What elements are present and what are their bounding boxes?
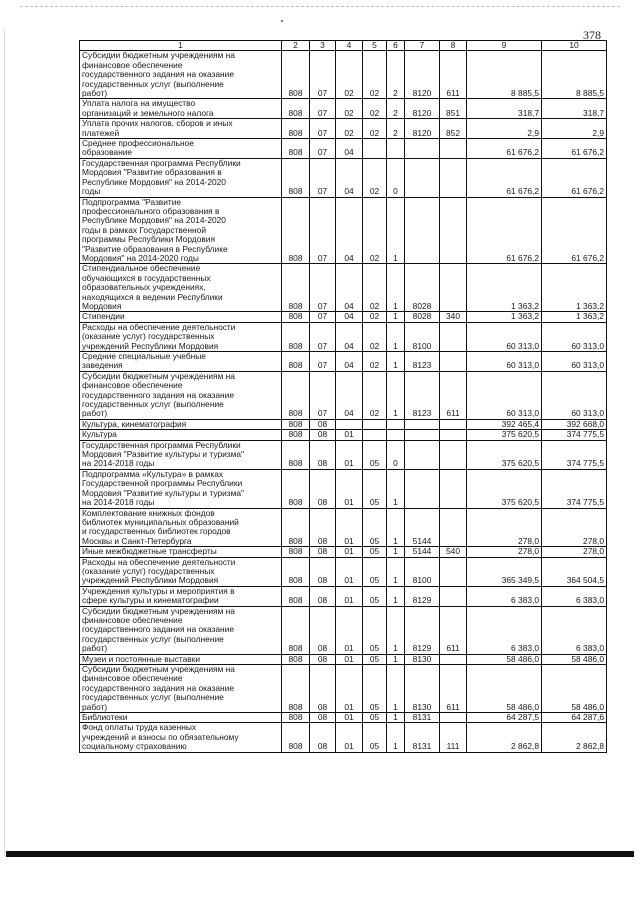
row-value-cell: 05	[363, 665, 387, 713]
row-value-cell	[405, 158, 440, 197]
row-value-cell	[440, 557, 467, 586]
row-value-cell: 08	[310, 665, 336, 713]
row-value-cell	[440, 419, 467, 429]
row-value-cell: 58 486,0	[467, 654, 542, 664]
row-value-cell: 364 504,5	[542, 557, 607, 586]
row-value-cell: 02	[363, 322, 387, 351]
column-header: 8	[440, 41, 467, 51]
row-name-cell: Стипендии	[80, 312, 282, 322]
row-value-cell	[363, 139, 387, 159]
row-value-cell: 01	[336, 606, 363, 654]
row-value-cell: 07	[310, 139, 336, 159]
row-value-cell: 08	[310, 606, 336, 654]
row-value-cell: 1	[387, 654, 405, 664]
row-value-cell: 07	[310, 371, 336, 419]
row-value-cell: 8 885,5	[467, 51, 542, 99]
row-value-cell: 64 287,5	[467, 713, 542, 723]
row-name-cell: Культура, кинематография	[80, 419, 282, 429]
row-name-cell: Субсидии бюджетным учреждениям на финансовое обеспечение государственного задания на оказание государственных услуг (выполнение работ)	[80, 606, 282, 654]
row-value-cell	[405, 469, 440, 508]
row-value-cell: 808	[282, 557, 310, 586]
row-value-cell: 05	[363, 654, 387, 664]
table-row	[80, 99, 607, 119]
row-value-cell: 07	[310, 51, 336, 99]
row-value-cell: 808	[282, 547, 310, 557]
row-value-cell: 02	[336, 51, 363, 99]
row-value-cell: 02	[363, 119, 387, 139]
row-value-cell: 374 775,5	[542, 430, 607, 440]
row-name-cell: Стипендиальное обеспечение обучающихся в государственных образовательных учреждениях, находящихся в ведении Республики Мордовия	[80, 264, 282, 312]
row-value-cell	[405, 197, 440, 264]
row-value-cell: 808	[282, 139, 310, 159]
row-value-cell: 2,9	[542, 119, 607, 139]
row-value-cell: 392 668,0	[542, 419, 607, 429]
row-value-cell	[387, 430, 405, 440]
row-value-cell: 01	[336, 723, 363, 752]
row-value-cell: 2 862,8	[542, 723, 607, 752]
row-name-cell: Государственная программа Республики Мордовия "Развитие образования в Республике Мордовия" на 2014-2020 годы	[80, 158, 282, 197]
row-value-cell: 04	[336, 322, 363, 351]
row-value-cell	[440, 654, 467, 664]
row-value-cell	[440, 352, 467, 372]
row-value-cell: 8100	[405, 322, 440, 351]
row-value-cell: 1	[387, 322, 405, 351]
row-name-cell: Комплектование книжных фондов библиотек муниципальных образований и государственных библиотек городов Москвы и Санкт-Петербурга	[80, 508, 282, 547]
row-value-cell: 6 383,0	[542, 606, 607, 654]
column-header: 5	[363, 41, 387, 51]
row-value-cell: 8100	[405, 557, 440, 586]
row-value-cell: 808	[282, 586, 310, 606]
row-value-cell: 08	[310, 508, 336, 547]
row-value-cell: 05	[363, 713, 387, 723]
row-value-cell: 374 775,5	[542, 440, 607, 469]
row-value-cell	[440, 430, 467, 440]
row-value-cell: 04	[336, 139, 363, 159]
table-row	[80, 606, 607, 654]
row-value-cell: 08	[310, 713, 336, 723]
row-value-cell: 04	[336, 158, 363, 197]
row-value-cell: 07	[310, 119, 336, 139]
row-value-cell: 392 465,4	[467, 419, 542, 429]
row-value-cell: 05	[363, 723, 387, 752]
row-value-cell: 8129	[405, 606, 440, 654]
row-name-cell: Культура	[80, 430, 282, 440]
row-value-cell	[440, 508, 467, 547]
table-row	[80, 352, 607, 372]
table-row	[80, 264, 607, 312]
row-name-cell: Государственная программа Республики Мордовия "Развитие культуры и туризма" на 2014-2018 годы	[80, 440, 282, 469]
row-value-cell: 04	[336, 197, 363, 264]
row-value-cell: 8120	[405, 119, 440, 139]
row-name-cell: Средние специальные учебные заведения	[80, 352, 282, 372]
scan-dot	[281, 20, 283, 22]
row-value-cell: 08	[310, 419, 336, 429]
row-value-cell: 6 383,0	[467, 586, 542, 606]
row-value-cell: 611	[440, 51, 467, 99]
row-value-cell: 61 676,2	[467, 197, 542, 264]
row-value-cell: 1	[387, 469, 405, 508]
row-value-cell: 01	[336, 440, 363, 469]
row-value-cell: 340	[440, 312, 467, 322]
row-value-cell: 852	[440, 119, 467, 139]
row-value-cell: 318,7	[542, 99, 607, 119]
row-value-cell: 1	[387, 606, 405, 654]
table-row	[80, 508, 607, 547]
row-value-cell: 61 676,2	[542, 197, 607, 264]
row-value-cell: 1	[387, 713, 405, 723]
row-value-cell: 05	[363, 469, 387, 508]
table-row	[80, 430, 607, 440]
row-value-cell: 1	[387, 586, 405, 606]
row-value-cell: 375 620,5	[467, 469, 542, 508]
row-value-cell	[405, 430, 440, 440]
row-value-cell: 58 486,0	[467, 665, 542, 713]
row-name-cell: Субсидии бюджетным учреждениям на финансовое обеспечение государственного задания на оказание государственных услуг (выполнение работ)	[80, 371, 282, 419]
row-value-cell: 2,9	[467, 119, 542, 139]
row-value-cell: 1	[387, 723, 405, 752]
column-header: 3	[310, 41, 336, 51]
row-value-cell: 8130	[405, 665, 440, 713]
row-value-cell: 8123	[405, 352, 440, 372]
row-value-cell: 61 676,2	[467, 139, 542, 159]
row-value-cell: 374 775,5	[542, 469, 607, 508]
row-value-cell: 5144	[405, 508, 440, 547]
row-value-cell: 07	[310, 264, 336, 312]
row-value-cell: 611	[440, 371, 467, 419]
row-value-cell: 8120	[405, 51, 440, 99]
row-value-cell: 02	[363, 197, 387, 264]
row-value-cell: 61 676,2	[542, 139, 607, 159]
row-value-cell: 01	[336, 430, 363, 440]
table-row	[80, 197, 607, 264]
row-value-cell: 1	[387, 264, 405, 312]
row-value-cell: 07	[310, 352, 336, 372]
table-row	[80, 557, 607, 586]
row-value-cell: 611	[440, 665, 467, 713]
row-name-cell: Субсидии бюджетным учреждениям на финансовое обеспечение государственного задания на оказание государственных услуг (выполнение работ)	[80, 51, 282, 99]
row-value-cell: 08	[310, 440, 336, 469]
row-value-cell: 01	[336, 586, 363, 606]
table-row	[80, 158, 607, 197]
row-value-cell: 808	[282, 352, 310, 372]
column-header: 10	[542, 41, 607, 51]
row-value-cell	[405, 440, 440, 469]
table-row	[80, 654, 607, 664]
row-value-cell: 04	[336, 264, 363, 312]
row-value-cell: 808	[282, 723, 310, 752]
row-value-cell: 808	[282, 197, 310, 264]
row-value-cell: 02	[336, 119, 363, 139]
row-value-cell: 8 885,5	[542, 51, 607, 99]
row-value-cell: 05	[363, 557, 387, 586]
row-value-cell: 58 486,0	[542, 665, 607, 713]
row-name-cell: Субсидии бюджетным учреждениям на финансовое обеспечение государственного задания на оказание государственных услуг (выполнение работ)	[80, 665, 282, 713]
row-value-cell: 61 676,2	[467, 158, 542, 197]
row-value-cell: 808	[282, 158, 310, 197]
table-row	[80, 51, 607, 99]
row-value-cell: 60 313,0	[467, 371, 542, 419]
row-name-cell: Музеи и постоянные выставки	[80, 654, 282, 664]
row-value-cell: 808	[282, 119, 310, 139]
row-value-cell: 04	[336, 312, 363, 322]
row-value-cell	[387, 139, 405, 159]
table-row	[80, 419, 607, 429]
row-value-cell: 1	[387, 371, 405, 419]
row-value-cell: 08	[310, 654, 336, 664]
row-value-cell	[440, 586, 467, 606]
row-value-cell: 08	[310, 547, 336, 557]
row-value-cell: 0	[387, 158, 405, 197]
row-value-cell: 808	[282, 713, 310, 723]
row-value-cell: 1 363,2	[467, 312, 542, 322]
row-value-cell: 8129	[405, 586, 440, 606]
row-value-cell: 02	[363, 371, 387, 419]
row-value-cell: 278,0	[542, 547, 607, 557]
row-value-cell	[440, 197, 467, 264]
row-name-cell: Подпрограмма «Культура» в рамках Государственной программы Республики Мордовия "Развитие культуры и туризма" на 2014-2018 годы	[80, 469, 282, 508]
row-value-cell: 365 349,5	[467, 557, 542, 586]
row-value-cell: 808	[282, 665, 310, 713]
row-value-cell: 1	[387, 557, 405, 586]
row-value-cell	[440, 713, 467, 723]
row-value-cell: 02	[363, 51, 387, 99]
row-value-cell	[440, 322, 467, 351]
column-header: 9	[467, 41, 542, 51]
row-name-cell: Подпрограмма "Развитие профессионального образования в Республике Мордовия" на 2014-2020 годы в рамках Государственной программы Республики Мордовия "Развитие образования в Республике Мордовия" на 2014-2020 годы	[80, 197, 282, 264]
row-value-cell: 08	[310, 586, 336, 606]
row-value-cell: 375 620,5	[467, 430, 542, 440]
row-name-cell: Библиотеки	[80, 713, 282, 723]
row-value-cell	[440, 440, 467, 469]
row-value-cell: 2	[387, 99, 405, 119]
row-value-cell: 02	[363, 352, 387, 372]
table-row	[80, 139, 607, 159]
row-value-cell: 02	[336, 99, 363, 119]
row-value-cell: 611	[440, 606, 467, 654]
row-value-cell: 1	[387, 547, 405, 557]
row-value-cell: 60 313,0	[467, 352, 542, 372]
row-value-cell	[440, 264, 467, 312]
row-value-cell: 808	[282, 264, 310, 312]
row-value-cell: 8131	[405, 723, 440, 752]
row-value-cell	[363, 430, 387, 440]
row-name-cell: Среднее профессиональное образование	[80, 139, 282, 159]
scan-top-border	[20, 6, 620, 7]
row-value-cell: 5144	[405, 547, 440, 557]
row-value-cell	[440, 158, 467, 197]
row-value-cell: 60 313,0	[542, 352, 607, 372]
row-value-cell: 02	[363, 264, 387, 312]
row-value-cell: 8130	[405, 654, 440, 664]
header-row	[80, 41, 607, 51]
row-name-cell: Расходы на обеспечение деятельности (оказание услуг) государственных учреждений Республики Мордовия	[80, 322, 282, 351]
row-value-cell: 1	[387, 352, 405, 372]
row-value-cell: 808	[282, 51, 310, 99]
row-value-cell: 01	[336, 654, 363, 664]
row-value-cell	[405, 419, 440, 429]
row-value-cell: 1 363,2	[542, 264, 607, 312]
row-value-cell: 808	[282, 508, 310, 547]
row-value-cell: 58 486,0	[542, 654, 607, 664]
row-value-cell: 08	[310, 469, 336, 508]
row-value-cell: 6 383,0	[542, 586, 607, 606]
scan-edge	[4, 28, 5, 858]
row-value-cell: 07	[310, 312, 336, 322]
row-value-cell: 278,0	[467, 547, 542, 557]
row-value-cell: 02	[363, 99, 387, 119]
row-value-cell: 808	[282, 371, 310, 419]
table-row	[80, 469, 607, 508]
table-row	[80, 586, 607, 606]
table-row	[80, 665, 607, 713]
row-value-cell: 375 620,5	[467, 440, 542, 469]
row-value-cell: 05	[363, 606, 387, 654]
scan-bottom-bar	[6, 851, 634, 857]
row-value-cell: 08	[310, 723, 336, 752]
row-value-cell	[440, 469, 467, 508]
table-row	[80, 713, 607, 723]
row-value-cell: 8123	[405, 371, 440, 419]
row-value-cell: 808	[282, 469, 310, 508]
table-row	[80, 322, 607, 351]
row-value-cell: 60 313,0	[542, 322, 607, 351]
row-value-cell	[440, 139, 467, 159]
row-value-cell: 1 363,2	[467, 264, 542, 312]
row-value-cell: 61 676,2	[542, 158, 607, 197]
row-value-cell: 60 313,0	[542, 371, 607, 419]
row-value-cell: 808	[282, 440, 310, 469]
row-value-cell: 808	[282, 99, 310, 119]
table-row	[80, 119, 607, 139]
row-value-cell: 278,0	[542, 508, 607, 547]
row-value-cell: 01	[336, 557, 363, 586]
row-value-cell: 05	[363, 586, 387, 606]
row-value-cell	[336, 419, 363, 429]
row-value-cell: 8028	[405, 264, 440, 312]
row-value-cell: 8120	[405, 99, 440, 119]
row-value-cell: 1 363,2	[542, 312, 607, 322]
row-value-cell: 808	[282, 606, 310, 654]
row-value-cell	[363, 419, 387, 429]
row-value-cell: 01	[336, 547, 363, 557]
row-value-cell: 05	[363, 547, 387, 557]
row-value-cell: 01	[336, 469, 363, 508]
row-name-cell: Уплата прочих налогов, сборов и иных платежей	[80, 119, 282, 139]
row-name-cell: Расходы на обеспечение деятельности (оказание услуг) государственных учреждений Республики Мордовия	[80, 557, 282, 586]
row-value-cell: 02	[363, 312, 387, 322]
row-value-cell: 2 862,8	[467, 723, 542, 752]
row-value-cell: 808	[282, 322, 310, 351]
row-value-cell: 01	[336, 665, 363, 713]
page-number: 378	[583, 28, 601, 42]
row-value-cell: 64 287,6	[542, 713, 607, 723]
row-value-cell: 01	[336, 713, 363, 723]
row-value-cell: 2	[387, 119, 405, 139]
row-value-cell: 318,7	[467, 99, 542, 119]
column-header: 2	[282, 41, 310, 51]
table-row	[80, 547, 607, 557]
row-value-cell: 0	[387, 440, 405, 469]
row-value-cell: 07	[310, 99, 336, 119]
row-value-cell: 1	[387, 665, 405, 713]
row-value-cell: 278,0	[467, 508, 542, 547]
row-value-cell: 1	[387, 508, 405, 547]
column-header: 4	[336, 41, 363, 51]
row-value-cell: 01	[336, 508, 363, 547]
row-value-cell: 07	[310, 158, 336, 197]
row-value-cell: 851	[440, 99, 467, 119]
table-row	[80, 312, 607, 322]
column-header: 1	[80, 41, 282, 51]
column-header: 7	[405, 41, 440, 51]
column-header: 6	[387, 41, 405, 51]
row-value-cell: 04	[336, 352, 363, 372]
row-value-cell: 808	[282, 654, 310, 664]
row-value-cell	[387, 419, 405, 429]
row-name-cell: Уплата налога на имущество организаций и земельного налога	[80, 99, 282, 119]
table-row	[80, 440, 607, 469]
row-value-cell: 04	[336, 371, 363, 419]
row-value-cell: 05	[363, 508, 387, 547]
row-value-cell: 808	[282, 419, 310, 429]
budget-table	[79, 40, 607, 753]
row-value-cell	[405, 139, 440, 159]
row-value-cell: 6 383,0	[467, 606, 542, 654]
row-value-cell: 1	[387, 197, 405, 264]
table-row	[80, 723, 607, 752]
row-name-cell: Иные межбюджетные трансферты	[80, 547, 282, 557]
row-value-cell: 08	[310, 557, 336, 586]
table-row	[80, 371, 607, 419]
row-value-cell: 540	[440, 547, 467, 557]
row-value-cell: 808	[282, 430, 310, 440]
row-value-cell: 07	[310, 197, 336, 264]
row-value-cell: 8131	[405, 713, 440, 723]
row-name-cell: Учреждения культуры и мероприятия в сфере культуры и кинематографии	[80, 586, 282, 606]
row-value-cell: 07	[310, 322, 336, 351]
row-value-cell: 111	[440, 723, 467, 752]
row-value-cell: 60 313,0	[467, 322, 542, 351]
row-value-cell: 05	[363, 440, 387, 469]
row-value-cell: 08	[310, 430, 336, 440]
row-value-cell: 8028	[405, 312, 440, 322]
row-value-cell: 2	[387, 51, 405, 99]
row-value-cell: 1	[387, 312, 405, 322]
row-name-cell: Фонд оплаты труда казенных учреждений и взносы по обязательному социальному страхованию	[80, 723, 282, 752]
row-value-cell: 808	[282, 312, 310, 322]
row-value-cell: 02	[363, 158, 387, 197]
